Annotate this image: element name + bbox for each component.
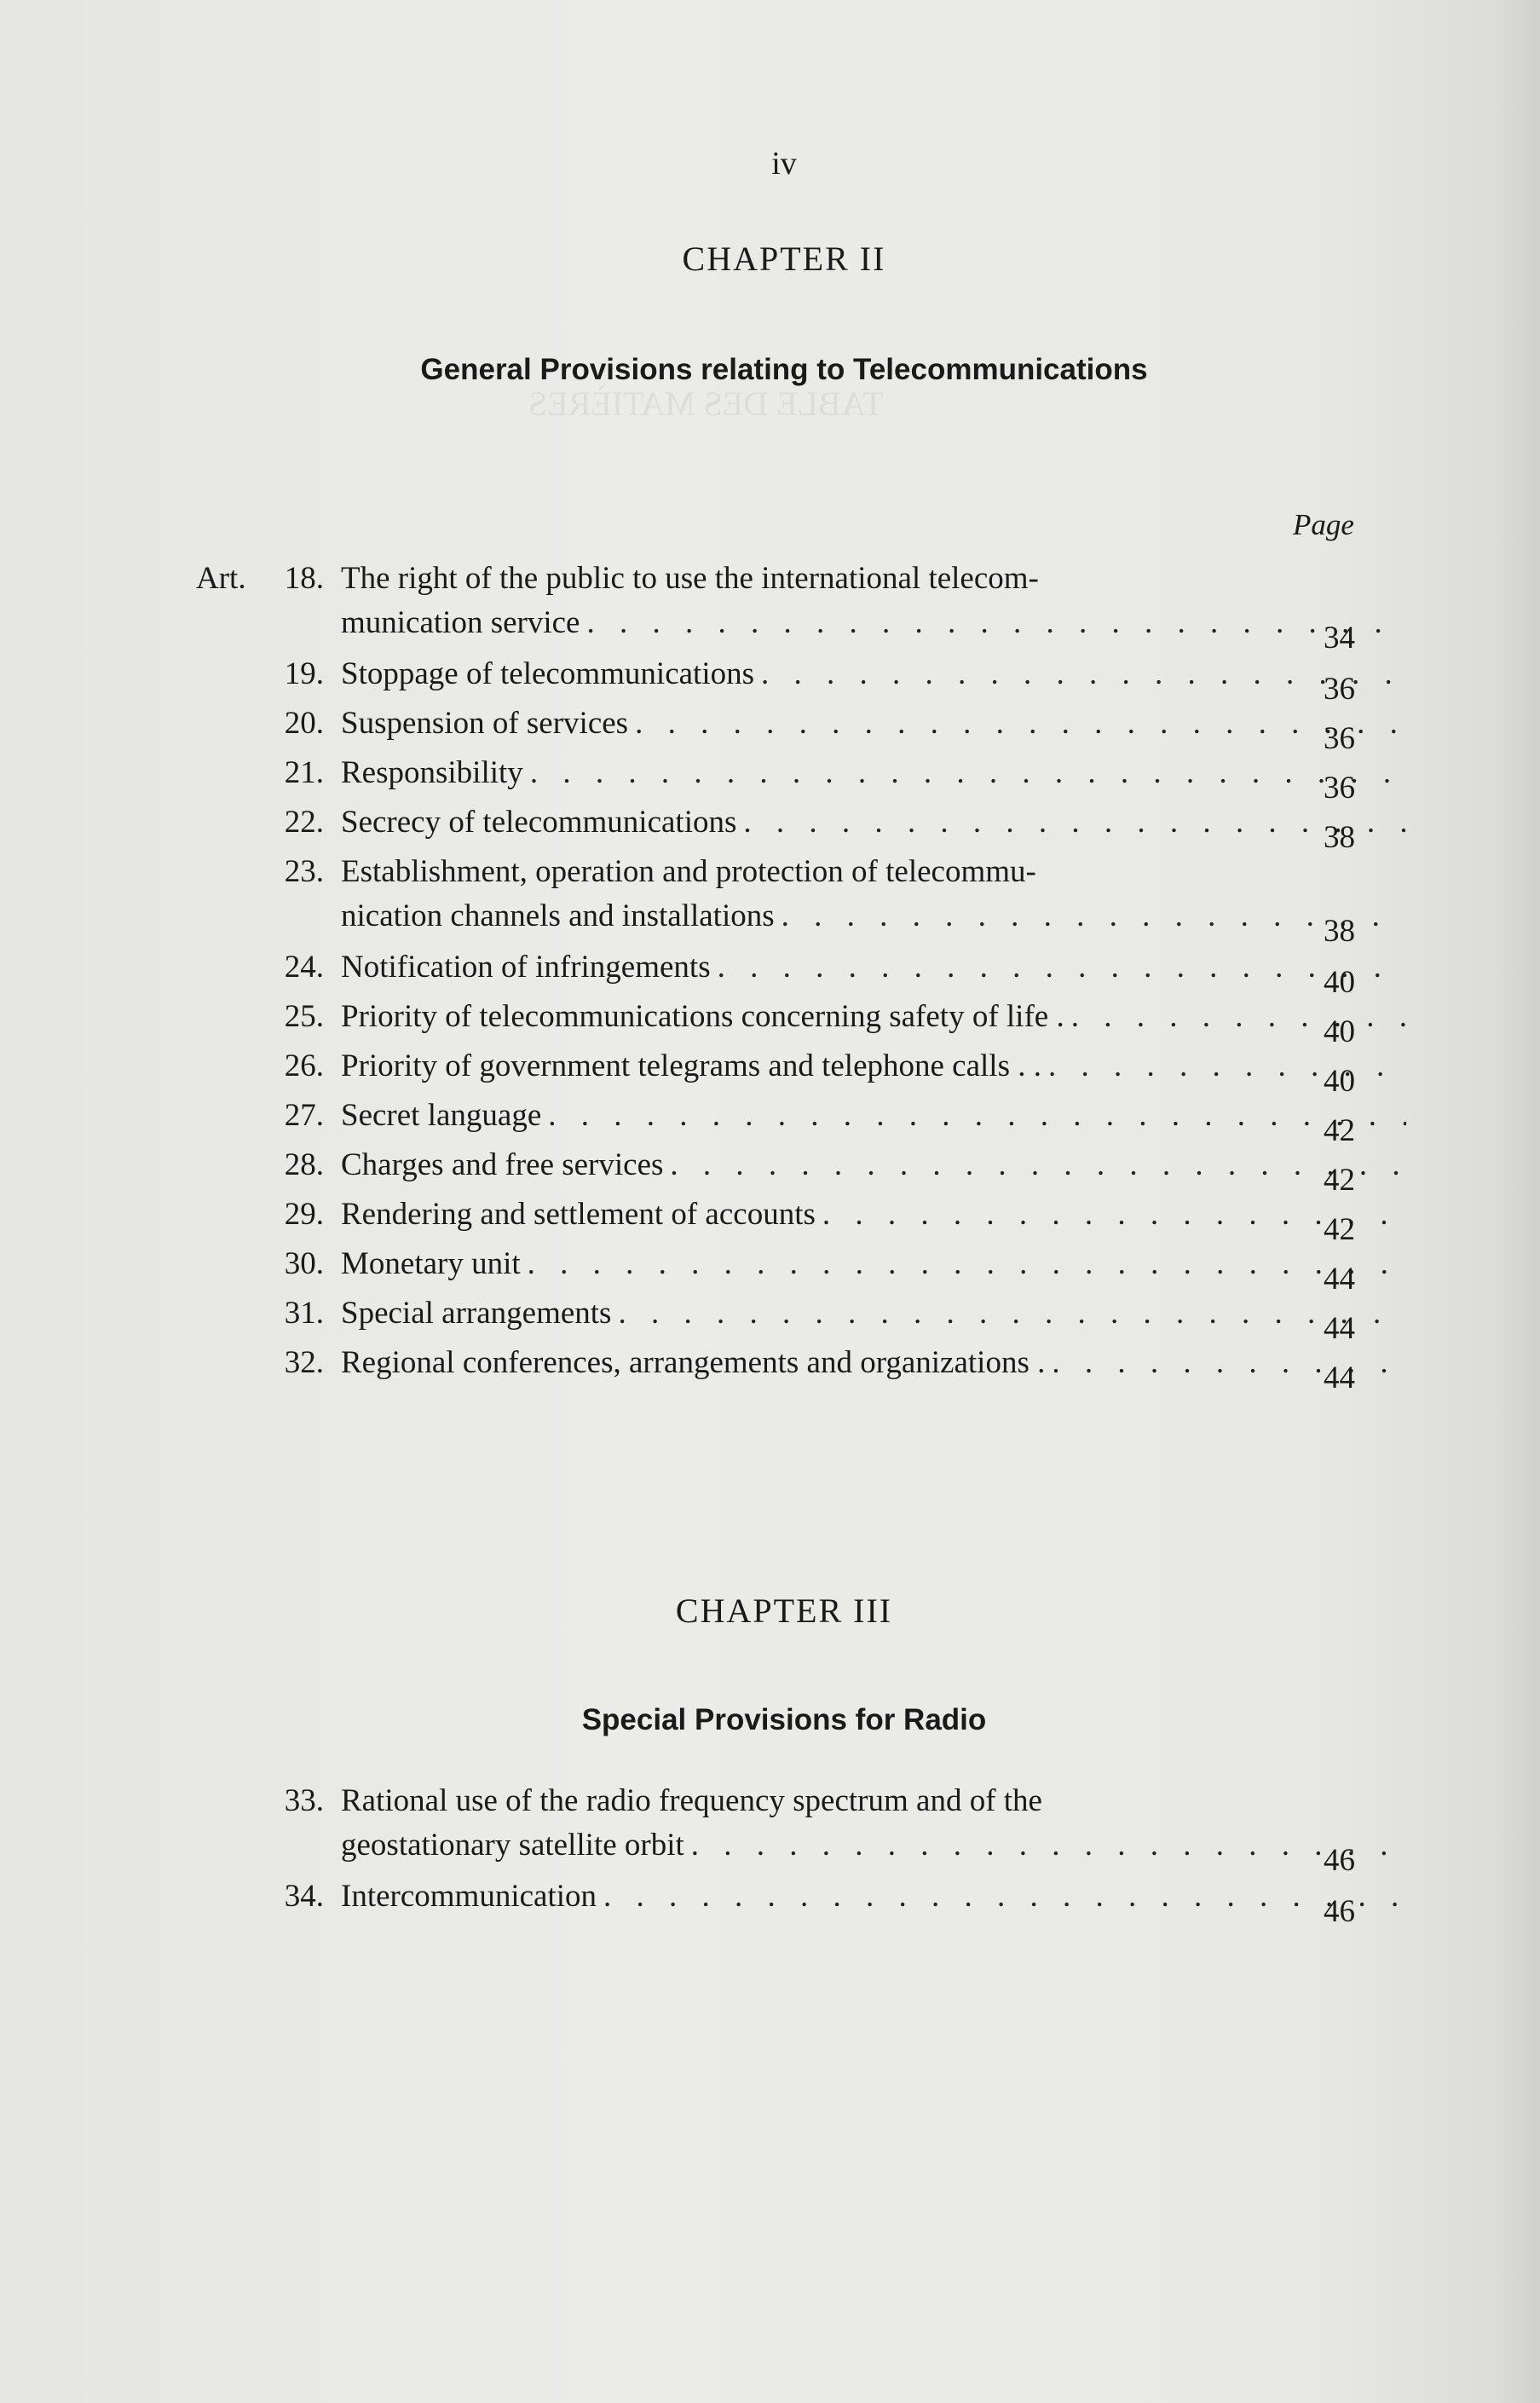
page-ref: 44 — [1324, 1262, 1355, 1297]
page-ref: 44 — [1324, 1311, 1355, 1346]
toc-entry — [196, 1872, 1355, 1929]
article-title-text: Secret language — [341, 1098, 542, 1133]
page-ref: 40 — [1324, 965, 1355, 1000]
toc-entry — [196, 1042, 1355, 1099]
article-title — [341, 1042, 1406, 1091]
chapter-3-title: Special Provisions for Radio — [581, 1703, 987, 1736]
article-title-text: Suspension of services — [341, 706, 629, 741]
article-title-text: Rational use of the radio frequency spectrum and of the — [341, 1783, 1042, 1818]
toc-entry — [196, 943, 1355, 1000]
page-column-label: Page — [1293, 508, 1354, 541]
article-title-text: Establishment, operation and protection of telecommu- — [341, 854, 1036, 889]
toc-entry — [196, 1141, 1355, 1198]
dot-leader — [1071, 992, 1406, 1042]
article-title-text: Secrecy of telecommunications — [341, 805, 737, 840]
article-title — [341, 1141, 1406, 1190]
article-title-line — [341, 1141, 1406, 1190]
page-ref: 38 — [1324, 820, 1355, 855]
toc-entry — [196, 847, 1355, 949]
toc-entry — [196, 1239, 1355, 1297]
chapter-3-heading: CHAPTER III — [675, 1591, 893, 1630]
article-title — [341, 554, 1406, 648]
article-title-text: munication service — [341, 605, 580, 640]
article-title — [341, 943, 1406, 992]
article-title-line — [341, 650, 1406, 699]
article-title — [341, 847, 1406, 941]
article-title-line — [341, 1821, 1406, 1870]
article-title-line — [341, 1239, 1406, 1289]
page-number: iv — [771, 146, 797, 182]
article-title — [341, 798, 1406, 847]
toc-entry — [196, 1091, 1355, 1148]
dot-leader — [530, 748, 1406, 798]
article-number: 18. — [284, 561, 324, 596]
article-number: 34. — [284, 1879, 324, 1914]
toc-entry — [196, 554, 1355, 656]
page-ref: 36 — [1324, 721, 1355, 756]
article-title-line — [341, 1091, 1406, 1141]
dot-leader — [528, 1239, 1406, 1289]
article-title-line — [341, 943, 1406, 992]
article-number: 33. — [284, 1783, 324, 1818]
article-title-text: Responsibility — [341, 755, 523, 790]
toc-entry — [196, 1190, 1355, 1247]
article-number: 26. — [284, 1048, 324, 1083]
article-title-line — [341, 748, 1406, 798]
article-title — [341, 1289, 1406, 1338]
article-number: 30. — [284, 1246, 324, 1281]
article-number: 20. — [284, 706, 324, 741]
article-number: 22. — [284, 805, 324, 840]
article-number: 28. — [284, 1147, 324, 1182]
page-ref: 36 — [1324, 771, 1355, 806]
article-title-text: Stoppage of telecommunications — [341, 656, 754, 691]
article-number: 23. — [284, 854, 324, 889]
article-title-text: Monetary unit — [341, 1246, 521, 1281]
toc-entry — [196, 699, 1355, 756]
article-title-line — [341, 1338, 1406, 1388]
article-title — [341, 1776, 1406, 1870]
article-title-text: Priority of government telegrams and telephone calls . . — [341, 1048, 1041, 1083]
page-ref: 46 — [1324, 1843, 1355, 1878]
toc-entry — [196, 650, 1355, 707]
toc-entry — [196, 1289, 1355, 1346]
page-ref: 38 — [1324, 914, 1355, 949]
article-title — [341, 1872, 1406, 1921]
article-title — [341, 1091, 1406, 1141]
article-title-text: The right of the public to use the international telecom- — [341, 561, 1039, 596]
dot-leader — [603, 1872, 1406, 1921]
page-ref: 36 — [1324, 672, 1355, 707]
toc-entry — [196, 1338, 1355, 1395]
article-title — [341, 1338, 1406, 1388]
show-through-text: TABLE DES MATIÈRES — [528, 384, 884, 423]
page-ref: 46 — [1324, 1894, 1355, 1929]
chapter-3-contents — [196, 1776, 1355, 1929]
toc-entry — [196, 798, 1355, 855]
article-title-text: Notification of infringements — [341, 950, 711, 985]
article-number: 25. — [284, 999, 324, 1034]
dot-leader — [548, 1091, 1406, 1141]
page-ref: 42 — [1324, 1212, 1355, 1247]
chapter-2-heading: CHAPTER II — [682, 240, 886, 278]
article-number: 31. — [284, 1296, 324, 1331]
article-title — [341, 992, 1406, 1042]
article-title-line — [341, 1190, 1406, 1239]
article-title-line — [341, 1042, 1406, 1091]
article-title-line — [341, 1776, 1406, 1821]
chapter-2-title: General Provisions relating to Telecommunications — [420, 353, 1148, 386]
article-title — [341, 699, 1406, 748]
article-title-line — [341, 699, 1406, 748]
article-number: 27. — [284, 1098, 324, 1133]
article-title-line — [341, 1289, 1406, 1338]
article-title-text: geostationary satellite orbit — [341, 1828, 684, 1863]
article-prefix: Art. — [196, 561, 246, 596]
page-ref: 34 — [1324, 621, 1355, 656]
article-title-text: Rendering and settlement of accounts — [341, 1197, 816, 1232]
article-title-line — [341, 847, 1406, 892]
article-title — [341, 1239, 1406, 1289]
article-number: 29. — [284, 1197, 324, 1232]
article-title-text: Priority of telecommunications concerning safety of life . — [341, 999, 1064, 1034]
article-title-line — [341, 598, 1406, 648]
page-ref: 42 — [1324, 1113, 1355, 1148]
toc-entry — [196, 992, 1355, 1049]
article-title — [341, 1190, 1406, 1239]
page-ref: 42 — [1324, 1163, 1355, 1198]
article-number: 19. — [284, 656, 324, 691]
dot-leader — [618, 1289, 1406, 1338]
dot-leader — [586, 598, 1406, 648]
article-title-line — [341, 798, 1406, 847]
toc-entry — [196, 748, 1355, 806]
article-title-text: Regional conferences, arrangements and organizations . — [341, 1345, 1046, 1380]
article-title-text: Charges and free services — [341, 1147, 664, 1182]
toc-entry — [196, 1776, 1355, 1878]
article-title-line — [341, 1872, 1406, 1921]
article-title-line — [341, 554, 1406, 598]
dot-leader — [635, 699, 1406, 748]
chapter-2-contents — [196, 554, 1355, 1395]
article-title-text: Intercommunication — [341, 1879, 597, 1914]
article-title-text: Special arrangements — [341, 1296, 612, 1331]
article-title-text: nication channels and installations — [341, 898, 775, 933]
article-title — [341, 748, 1406, 798]
article-number: 24. — [284, 950, 324, 985]
article-title — [341, 650, 1406, 699]
article-number: 32. — [284, 1345, 324, 1380]
article-number: 21. — [284, 755, 324, 790]
article-title-line — [341, 892, 1406, 941]
page-ref: 44 — [1324, 1360, 1355, 1395]
page-ref: 40 — [1324, 1064, 1355, 1099]
article-title-line — [341, 992, 1406, 1042]
page-ref: 40 — [1324, 1014, 1355, 1049]
